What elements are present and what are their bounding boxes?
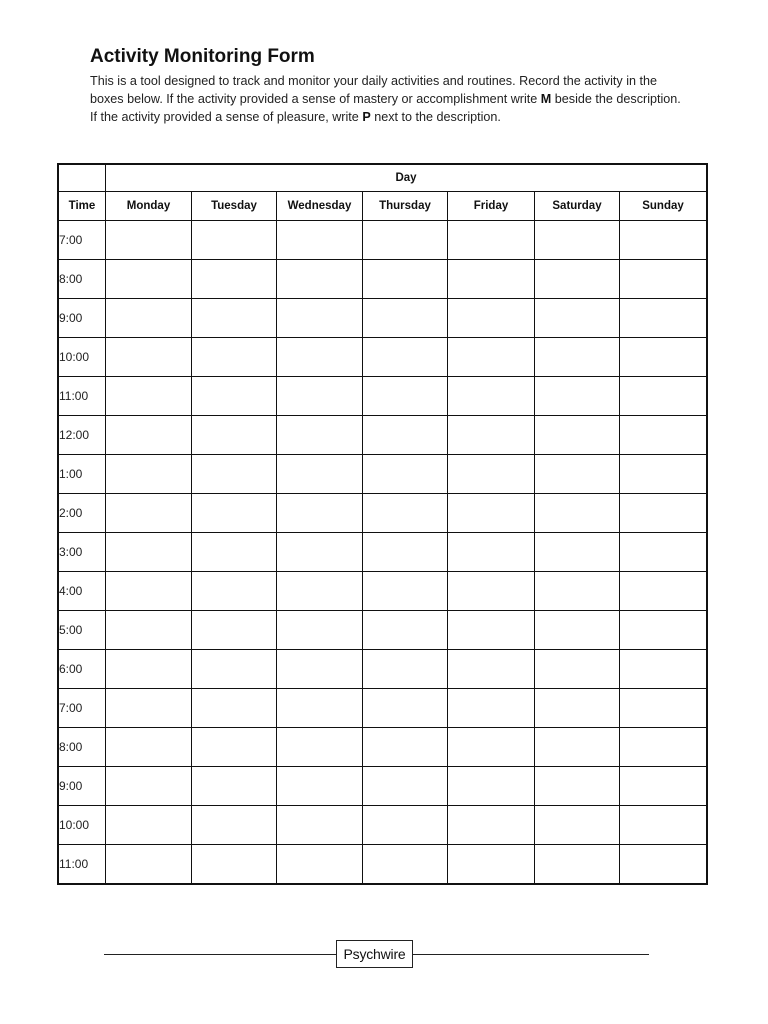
day-group-header: Day [106, 165, 707, 192]
activity-cell-tuesday[interactable] [192, 260, 277, 299]
activity-cell-wednesday[interactable] [277, 260, 363, 299]
activity-cell-monday[interactable] [106, 494, 192, 533]
time-row [59, 689, 707, 728]
description-text-1: This is a tool designed to track and monitor your daily activities and routines. Record the activity in the boxes below. If the activity provided a sense of mastery or accomplishment write [90, 74, 658, 106]
form-title: Activity Monitoring Form [90, 46, 315, 67]
activity-cell-wednesday[interactable] [277, 689, 363, 728]
time-label: 12:00 [59, 416, 106, 455]
time-label: 10:00 [59, 806, 106, 845]
time-label: 9:00 [59, 299, 106, 338]
activity-cell-wednesday[interactable] [277, 806, 363, 845]
activity-cell-tuesday[interactable] [192, 767, 277, 806]
activity-cell-monday[interactable] [106, 767, 192, 806]
activity-cell-monday[interactable] [106, 572, 192, 611]
activity-cell-wednesday[interactable] [277, 377, 363, 416]
time-row [59, 650, 707, 689]
activity-cell-thursday[interactable] [363, 689, 448, 728]
activity-cell-wednesday[interactable] [277, 338, 363, 377]
footer-divider-left [104, 954, 336, 955]
activity-cell-sunday[interactable] [620, 299, 707, 338]
activity-cell-saturday[interactable] [535, 533, 620, 572]
day-header-tuesday: Tuesday [192, 192, 277, 221]
activity-cell-friday[interactable] [448, 533, 535, 572]
activity-cell-thursday[interactable] [363, 455, 448, 494]
activity-cell-tuesday[interactable] [192, 845, 277, 884]
day-header-wednesday: Wednesday [277, 192, 363, 221]
activity-cell-sunday[interactable] [620, 572, 707, 611]
day-header-saturday: Saturday [535, 192, 620, 221]
time-row [59, 377, 707, 416]
time-row [59, 572, 707, 611]
activity-cell-monday[interactable] [106, 806, 192, 845]
day-header-sunday: Sunday [620, 192, 707, 221]
activity-cell-monday[interactable] [106, 689, 192, 728]
activity-cell-saturday[interactable] [535, 650, 620, 689]
activity-cell-monday[interactable] [106, 650, 192, 689]
activity-cell-tuesday[interactable] [192, 377, 277, 416]
time-row [59, 845, 707, 884]
activity-cell-tuesday[interactable] [192, 533, 277, 572]
activity-cell-thursday[interactable] [363, 611, 448, 650]
activity-cell-tuesday[interactable] [192, 416, 277, 455]
activity-cell-sunday[interactable] [620, 260, 707, 299]
activity-cell-friday[interactable] [448, 416, 535, 455]
activity-cell-saturday[interactable] [535, 572, 620, 611]
activity-cell-friday[interactable] [448, 650, 535, 689]
activity-cell-sunday[interactable] [620, 728, 707, 767]
time-row [59, 260, 707, 299]
time-label: 7:00 [59, 689, 106, 728]
activity-cell-wednesday[interactable] [277, 572, 363, 611]
activity-cell-thursday[interactable] [363, 377, 448, 416]
activity-cell-saturday[interactable] [535, 845, 620, 884]
activity-cell-sunday[interactable] [620, 806, 707, 845]
activity-cell-thursday[interactable] [363, 650, 448, 689]
time-row [59, 767, 707, 806]
activity-cell-friday[interactable] [448, 572, 535, 611]
activity-cell-monday[interactable] [106, 338, 192, 377]
activity-cell-thursday[interactable] [363, 728, 448, 767]
activity-cell-wednesday[interactable] [277, 845, 363, 884]
activity-cell-monday[interactable] [106, 221, 192, 260]
activity-cell-saturday[interactable] [535, 494, 620, 533]
activity-cell-saturday[interactable] [535, 767, 620, 806]
activity-cell-tuesday[interactable] [192, 689, 277, 728]
activity-cell-wednesday[interactable] [277, 416, 363, 455]
activity-cell-friday[interactable] [448, 494, 535, 533]
activity-cell-saturday[interactable] [535, 377, 620, 416]
activity-cell-saturday[interactable] [535, 416, 620, 455]
time-row [59, 221, 707, 260]
activity-cell-sunday[interactable] [620, 650, 707, 689]
activity-cell-thursday[interactable] [363, 260, 448, 299]
activity-cell-friday[interactable] [448, 455, 535, 494]
time-label: 9:00 [59, 767, 106, 806]
activity-cell-wednesday[interactable] [277, 221, 363, 260]
time-label: 11:00 [59, 845, 106, 884]
activity-cell-thursday[interactable] [363, 533, 448, 572]
activity-cell-sunday[interactable] [620, 689, 707, 728]
description-text-3: next to the description. [370, 110, 501, 124]
activity-cell-tuesday[interactable] [192, 572, 277, 611]
activity-cell-sunday[interactable] [620, 455, 707, 494]
activity-cell-sunday[interactable] [620, 845, 707, 884]
activity-cell-tuesday[interactable] [192, 299, 277, 338]
corner-cell [59, 165, 106, 192]
activity-cell-tuesday[interactable] [192, 728, 277, 767]
activity-cell-sunday[interactable] [620, 416, 707, 455]
activity-cell-thursday[interactable] [363, 338, 448, 377]
activity-cell-sunday[interactable] [620, 611, 707, 650]
activity-cell-tuesday[interactable] [192, 338, 277, 377]
description-text-2: beside the description. If the activity provided a sense of pleasure, write [90, 92, 681, 124]
time-row [59, 728, 707, 767]
activity-table [58, 164, 707, 884]
time-column-header: Time [59, 192, 106, 221]
activity-cell-friday[interactable] [448, 767, 535, 806]
activity-cell-thursday[interactable] [363, 806, 448, 845]
activity-cell-monday[interactable] [106, 845, 192, 884]
activity-cell-wednesday[interactable] [277, 455, 363, 494]
activity-cell-tuesday[interactable] [192, 221, 277, 260]
activity-cell-sunday[interactable] [620, 338, 707, 377]
activity-cell-wednesday[interactable] [277, 533, 363, 572]
activity-cell-saturday[interactable] [535, 338, 620, 377]
footer-divider-right [413, 954, 649, 955]
time-label: 2:00 [59, 494, 106, 533]
activity-cell-thursday[interactable] [363, 845, 448, 884]
activity-cell-friday[interactable] [448, 611, 535, 650]
day-header-thursday: Thursday [363, 192, 448, 221]
psychwire-logo [336, 940, 413, 968]
time-label: 10:00 [59, 338, 106, 377]
activity-cell-sunday[interactable] [620, 767, 707, 806]
activity-cell-saturday[interactable] [535, 689, 620, 728]
activity-cell-sunday[interactable] [620, 494, 707, 533]
activity-cell-friday[interactable] [448, 260, 535, 299]
activity-cell-friday[interactable] [448, 689, 535, 728]
activity-cell-thursday[interactable] [363, 767, 448, 806]
time-label: 4:00 [59, 572, 106, 611]
activity-cell-saturday[interactable] [535, 806, 620, 845]
activity-cell-tuesday[interactable] [192, 650, 277, 689]
time-label: 8:00 [59, 260, 106, 299]
activity-cell-wednesday[interactable] [277, 650, 363, 689]
time-row [59, 455, 707, 494]
time-row [59, 533, 707, 572]
activity-cell-monday[interactable] [106, 455, 192, 494]
activity-cell-friday[interactable] [448, 806, 535, 845]
time-label: 3:00 [59, 533, 106, 572]
activity-cell-sunday[interactable] [620, 533, 707, 572]
activity-cell-monday[interactable] [106, 260, 192, 299]
activity-cell-monday[interactable] [106, 416, 192, 455]
time-row [59, 494, 707, 533]
activity-cell-thursday[interactable] [363, 416, 448, 455]
activity-cell-friday[interactable] [448, 845, 535, 884]
activity-cell-wednesday[interactable] [277, 494, 363, 533]
time-label: 6:00 [59, 650, 106, 689]
time-row [59, 806, 707, 845]
time-row [59, 338, 707, 377]
activity-cell-sunday[interactable] [620, 377, 707, 416]
activity-cell-wednesday[interactable] [277, 728, 363, 767]
activity-cell-saturday[interactable] [535, 611, 620, 650]
activity-cell-saturday[interactable] [535, 260, 620, 299]
activity-cell-friday[interactable] [448, 221, 535, 260]
activity-cell-wednesday[interactable] [277, 611, 363, 650]
activity-cell-tuesday[interactable] [192, 806, 277, 845]
form-description [90, 72, 690, 126]
activity-cell-saturday[interactable] [535, 221, 620, 260]
activity-cell-tuesday[interactable] [192, 494, 277, 533]
day-header-monday: Monday [106, 192, 192, 221]
activity-cell-thursday[interactable] [363, 221, 448, 260]
mastery-letter: M [540, 92, 552, 106]
activity-cell-thursday[interactable] [363, 494, 448, 533]
activity-cell-monday[interactable] [106, 728, 192, 767]
time-label: 5:00 [59, 611, 106, 650]
activity-cell-saturday[interactable] [535, 728, 620, 767]
activity-cell-monday[interactable] [106, 377, 192, 416]
activity-cell-friday[interactable] [448, 338, 535, 377]
pleasure-letter: P [362, 110, 371, 124]
activity-cell-monday[interactable] [106, 299, 192, 338]
activity-cell-friday[interactable] [448, 728, 535, 767]
activity-cell-friday[interactable] [448, 299, 535, 338]
activity-cell-tuesday[interactable] [192, 455, 277, 494]
day-header-friday: Friday [448, 192, 535, 221]
activity-cell-sunday[interactable] [620, 221, 707, 260]
activity-cell-thursday[interactable] [363, 299, 448, 338]
activity-cell-wednesday[interactable] [277, 767, 363, 806]
time-label: 7:00 [59, 221, 106, 260]
activity-cell-tuesday[interactable] [192, 611, 277, 650]
activity-cell-monday[interactable] [106, 611, 192, 650]
time-label: 11:00 [59, 377, 106, 416]
activity-cell-wednesday[interactable] [277, 299, 363, 338]
activity-cell-saturday[interactable] [535, 455, 620, 494]
activity-cell-thursday[interactable] [363, 572, 448, 611]
time-label: 1:00 [59, 455, 106, 494]
time-row [59, 611, 707, 650]
logo-text: Psychwire [343, 946, 406, 962]
activity-cell-friday[interactable] [448, 377, 535, 416]
time-row [59, 299, 707, 338]
activity-cell-saturday[interactable] [535, 299, 620, 338]
activity-cell-monday[interactable] [106, 533, 192, 572]
time-label: 8:00 [59, 728, 106, 767]
time-row [59, 416, 707, 455]
